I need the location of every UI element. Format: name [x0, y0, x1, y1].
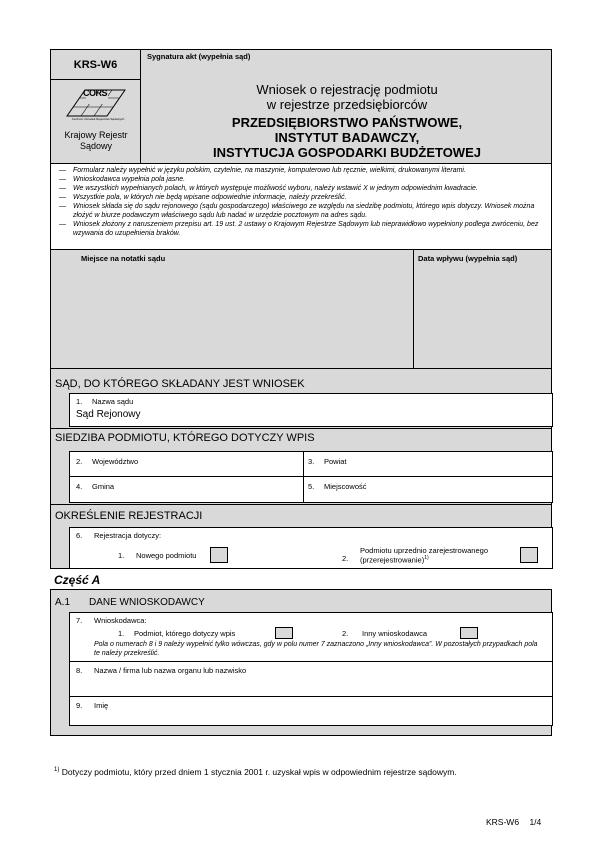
- instruction-text: Formularz należy wypełnić w języku polskim, czytelnie, na maszynie, komputerowo lub ręcznie, wielkimi, drukowanymi literami.: [73, 167, 466, 174]
- instruction-item: [59, 185, 545, 194]
- court-name: Krajowy Rejestr Sądowy: [64, 130, 128, 151]
- section-court: [50, 369, 552, 429]
- form-code-box: [51, 50, 141, 80]
- form-code: KRS-W6: [73, 59, 118, 71]
- section-a1-heading: DANE WNIOSKODAWCY: [89, 597, 205, 608]
- field-number: 3.: [308, 457, 315, 466]
- field-number: 4.: [76, 482, 83, 491]
- title-line2: w rejestrze przedsiębiorców: [266, 97, 428, 112]
- section-a1: [50, 589, 552, 736]
- other-applicant-checkbox[interactable]: [460, 627, 478, 639]
- part-a-heading: Część A: [54, 573, 101, 587]
- instruction-text: Wniosek złożony z naruszeniem przepisu art. 19 ust. 2 ustawy o Krajowym Rejestrze Sądowym lub nieprawidłowo wypełniony podlega zwróceniu, bez wzywania do uzupełnienia braków.: [73, 221, 539, 237]
- instruction-text: We wszystkich wypełnianych polach, w których występuje możliwość wyboru, należy wstawić X w jednym odpowiednim kwadracie.: [73, 185, 478, 193]
- dash-bullet-icon: —: [59, 203, 66, 211]
- instruction-item: [59, 176, 545, 185]
- county-field[interactable]: [303, 451, 553, 477]
- field-number: 9.: [76, 701, 83, 710]
- court-notes-area: [50, 250, 552, 369]
- field-number: 2.: [76, 457, 83, 466]
- footer-form-code: KRS-W6: [486, 817, 520, 827]
- logo-box: [51, 80, 141, 164]
- instruction-text: Wszystkie pola, w których nie będą wpisane odpowiednie informacje, należy przekreślić.: [73, 194, 347, 202]
- footnote-reference: 1): [424, 555, 429, 561]
- field-number: 7.: [76, 616, 83, 625]
- field-number: 8.: [76, 666, 83, 675]
- instructions-box: [50, 164, 552, 250]
- dash-bullet-icon: —: [59, 221, 66, 229]
- page-footer: [486, 817, 541, 827]
- option-label-continued: [360, 555, 429, 565]
- dash-bullet-icon: —: [59, 194, 66, 202]
- field-label: Wnioskodawca:: [94, 616, 147, 625]
- title-block: [141, 80, 553, 160]
- instruction-text: Wniosek składa się do sądu rejonowego (sądu gospodarczego) właściwego ze względu na siedzibę podmiotu, którego wpis dotyczy. Wniosek można złożyć w biurze podawczym właściwego sądu lub nadać w urzędzie pocztowym na adres sądu.: [73, 203, 535, 219]
- applicant-first-name-field[interactable]: [69, 696, 553, 726]
- field-label: Województwo: [92, 457, 139, 466]
- footnote: [54, 767, 457, 777]
- option-label: Inny wnioskodawca: [362, 629, 428, 638]
- field-label: Gmina: [92, 482, 115, 491]
- reregistration-checkbox[interactable]: [520, 547, 538, 563]
- field-label: Nazwa / firma lub nazwa organu lub nazwisko: [94, 666, 247, 675]
- dash-bullet-icon: —: [59, 167, 66, 174]
- option-label: Podmiotu uprzednio zarejestrowanego: [360, 546, 488, 555]
- new-entity-checkbox[interactable]: [210, 547, 228, 563]
- logo-subtext: Centrum Ośrodek Rejestrów Sądowych: [71, 117, 125, 121]
- title-line1: Wniosek o rejestrację podmiotu: [256, 82, 438, 97]
- section-registration-heading: OKREŚLENIE REJESTRACJI: [55, 510, 203, 522]
- form-header: [50, 49, 552, 164]
- field-number: 1.: [76, 397, 83, 406]
- title-line5: INSTYTUCJA GOSPODARKI BUDŻETOWEJ: [213, 145, 481, 160]
- dash-bullet-icon: —: [59, 176, 66, 184]
- instruction-item: [59, 203, 545, 220]
- title-line3: PRZEDSIĘBIORSTWO PAŃSTWOWE,: [231, 115, 463, 130]
- field-label: Imię: [94, 701, 109, 710]
- instruction-item: [59, 167, 545, 176]
- instruction-item: [59, 194, 545, 203]
- option-number: 1.: [118, 629, 125, 638]
- section-registration: [50, 505, 552, 569]
- logo-text: CORS: [83, 88, 108, 98]
- instructions-list: [59, 167, 545, 238]
- applicant-name-field[interactable]: [69, 661, 553, 697]
- section-seat-heading: SIEDZIBA PODMIOTU, KTÓREGO DOTYCZY WPIS: [55, 432, 315, 444]
- field-label: Nazwa sądu: [92, 397, 134, 406]
- field-number: 6.: [76, 531, 83, 540]
- receipt-date-box: [413, 250, 553, 369]
- court-name-field[interactable]: [69, 393, 553, 427]
- instruction-text: Wnioskodawca wypełnia pola jasne.: [73, 176, 186, 184]
- option-label: Podmiot, którego dotyczy wpis: [134, 629, 236, 638]
- footer-page-number: 1/4: [529, 817, 542, 827]
- section-court-heading: SĄD, DO KTÓREGO SKŁADANY JEST WNIOSEK: [55, 378, 305, 390]
- field-label: Rejestracja dotyczy:: [94, 531, 162, 540]
- section-a1-number: A.1: [55, 597, 71, 608]
- court-name-value: Sąd Rejonowy: [76, 409, 141, 420]
- municipality-field[interactable]: [69, 476, 304, 503]
- signature-label: Sygnatura akt (wypełnia sąd): [147, 52, 251, 61]
- option-number: 1.: [118, 551, 125, 560]
- subject-entity-checkbox[interactable]: [275, 627, 293, 639]
- court-notes-label: Miejsce na notatki sądu: [81, 254, 166, 263]
- title-line4: INSTYTUT BADAWCZY,: [274, 130, 420, 145]
- footnote-mark: 1): [54, 767, 60, 774]
- section-seat: [50, 429, 552, 505]
- option-number: 2.: [342, 554, 349, 563]
- locality-field[interactable]: [303, 476, 553, 503]
- option-label: Nowego podmiotu: [136, 551, 197, 560]
- instruction-item: [59, 221, 545, 238]
- voivodeship-field[interactable]: [69, 451, 304, 477]
- field-label: Powiat: [324, 457, 347, 466]
- footnote-text: Dotyczy podmiotu, który przed dniem 1 stycznia 2001 r. uzyskał wpis w odpowiednim rejestrze sądowym.: [61, 767, 457, 777]
- dash-bullet-icon: —: [59, 185, 66, 193]
- field-label: Miejscowość: [324, 482, 367, 491]
- applicant-type-field: [69, 612, 553, 662]
- applicant-note: Pola o numerach 8 i 9 należy wypełnić tylko wówczas, gdy w polu numer 7 zaznaczono „Inny wnioskodawca”. W pozostałych przypadkach pola te należy przekreślić.: [94, 641, 538, 657]
- option-number: 2.: [342, 629, 349, 638]
- receipt-date-label: Data wpływu (wypełnia sąd): [418, 254, 518, 263]
- registration-type-field: [69, 527, 553, 569]
- field-number: 5.: [308, 482, 315, 491]
- option-label-line2: (przerejestrowanie): [360, 555, 425, 565]
